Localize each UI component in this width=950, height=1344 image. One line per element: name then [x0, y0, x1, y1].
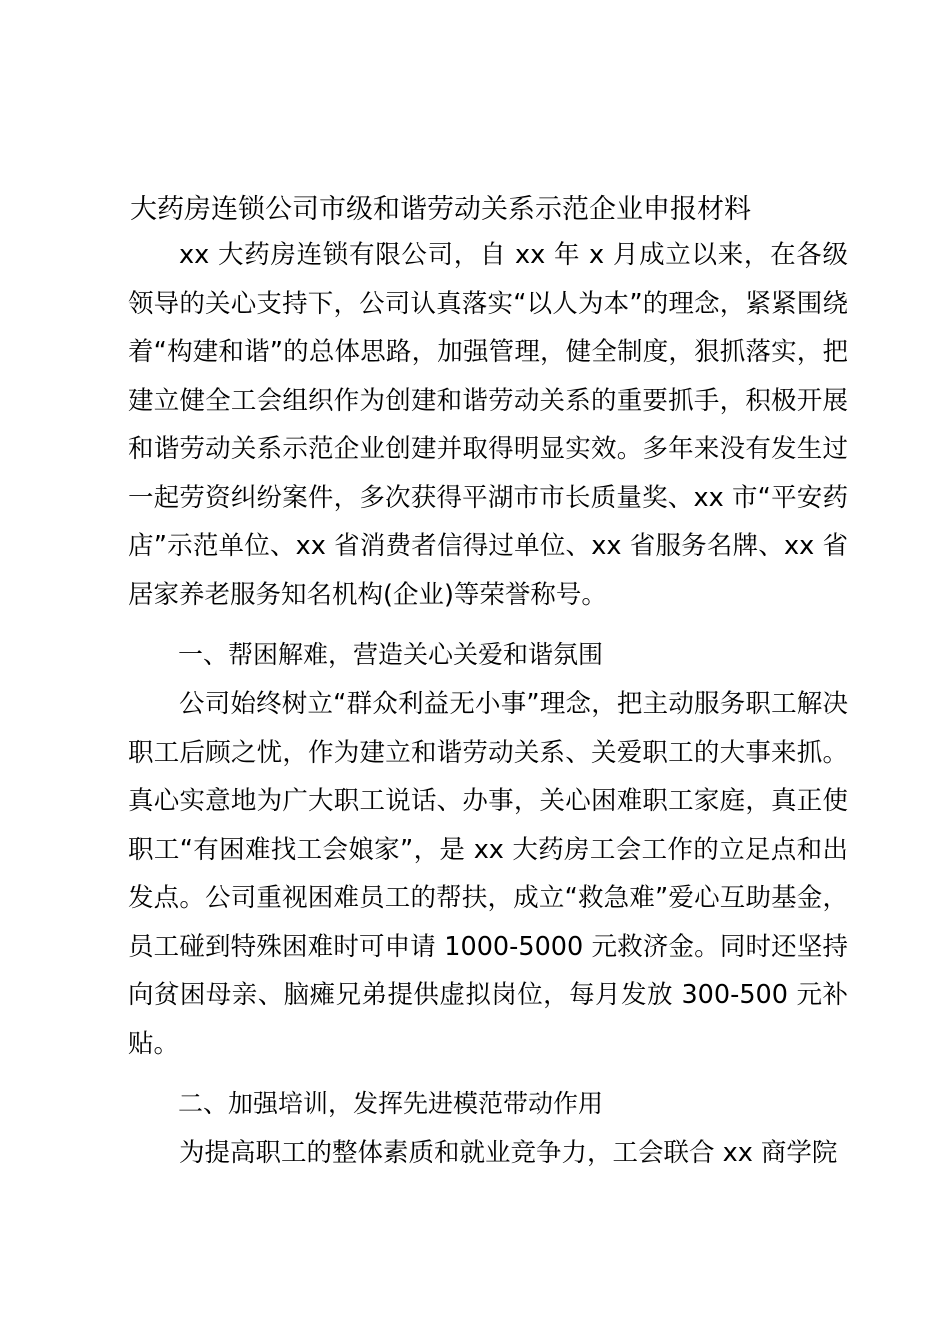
- section-heading-2: 二、加强培训，发挥先进模范带动作用: [178, 1089, 604, 1118]
- intro-paragraph: xx 大药房连锁有限公司，自 xx 年 x 月成立以来，在各级领导的关心支持下，公司认真落实“以人为本”的理念，紧紧围绕着“构建和谐”的总体思路，加强管理，健全制度，狠抓落实，把建立健全工会组织作为创建和谐劳动关系的重要抓手，积极开展和谐劳动关系示范企业创建并取得明显实效。多年来没有发生过一起劳资纠纷案件，多次获得平湖市市长质量奖、xx 市“平安药店”示范单位、xx 省消费者信得过单位、xx 省服务名牌、xx 省居家养老服务知名机构(企业)等荣誉称号。: [128, 240, 848, 610]
- document-title: 大药房连锁公司市级和谐劳动关系示范企业申报材料: [130, 194, 751, 225]
- section-1-paragraph: 公司始终树立“群众利益无小事”理念，把主动服务职工解决职工后顾之忧，作为建立和谐劳动关系、关爱职工的大事来抓。真心实意地为广大职工说话、办事，关心困难职工家庭，真正使职工“有困难找工会娘家”，是 xx 大药房工会工作的立足点和出发点。公司重视困难员工的帮扶，成立“救急难”爱心互助基金，员工碰到特殊困难时可申请 1000-5000 元救济金。同时还坚持向贫困母亲、脑瘫兄弟提供虚拟岗位，每月发放 300-500 元补贴。: [128, 689, 848, 1059]
- section-2-paragraph: 为提高职工的整体素质和就业竞争力，工会联合 xx 商学院: [179, 1138, 838, 1168]
- section-heading-1: 一、帮困解难，营造关心关爱和谐氛围: [178, 640, 604, 669]
